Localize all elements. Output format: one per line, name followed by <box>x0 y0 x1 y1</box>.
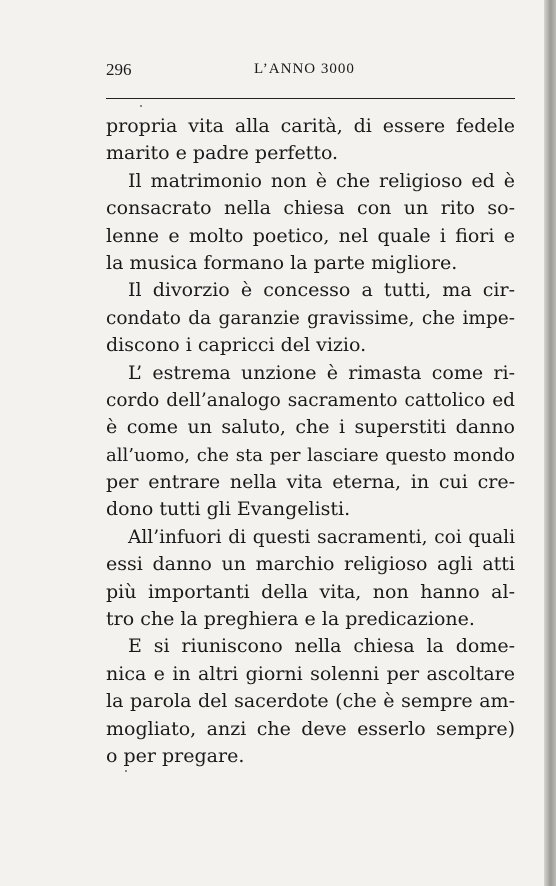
body-text <box>106 113 515 770</box>
text-line: All’infuori di questi sacramenti, coi quali <box>128 526 515 548</box>
text-line: Il matrimonio non è che religioso ed è <box>128 169 515 192</box>
text-line: propria vita alla carità, di essere fedele <box>106 115 515 137</box>
text-line: all’uomo, che sta per lasciare questo mondo <box>106 444 515 466</box>
text-line: L’ estrema unzione è rimasta come ri- <box>128 361 515 384</box>
text-line: condato da garanzie gravissime, che impe- <box>106 307 515 329</box>
text-line: consacrato nella chiesa con un rito so- <box>106 197 515 220</box>
header-rule <box>106 98 515 99</box>
paper-speck <box>125 770 127 772</box>
page-header <box>106 60 514 86</box>
text-line: la parola del sacerdote (che è sempre am- <box>106 690 515 713</box>
text-line: la musica formano la parte migliore. <box>106 251 458 274</box>
text-line: Il divorzio è concesso a tutti, ma cir- <box>128 279 515 302</box>
text-line: cordo dell’analogo sacramento cattolico ed <box>106 389 515 411</box>
text-line: tro che la preghiera e la predicazione. <box>106 608 475 631</box>
text-line: per entrare nella vita eterna, in cui cre- <box>106 471 515 494</box>
text-line: discono i capricci del vizio. <box>106 334 367 357</box>
text-line: mogliato, anzi che deve esserlo sempre) <box>106 717 515 740</box>
page-edge-shadow <box>544 0 556 886</box>
text-line: è come un saluto, che i superstiti danno <box>106 416 515 439</box>
page-number: 296 <box>106 60 132 79</box>
running-title: L’ANNO 3000 <box>254 61 355 77</box>
text-line: nica e in altri giorni solenni per ascoltare <box>106 662 515 685</box>
text-line: lenne e molto poetico, nel quale i fiori e <box>106 224 515 247</box>
text-line: dono tutti gli Evangelisti. <box>106 498 351 521</box>
text-line: E si riuniscono nella chiesa la dome- <box>128 635 515 658</box>
paper-speck <box>140 105 142 107</box>
text-line: o per pregare. <box>106 744 245 767</box>
text-line: più importanti della vita, non hanno al- <box>106 580 515 603</box>
text-line: marito e padre perfetto. <box>106 142 339 165</box>
text-line: essi danno un marchio religioso agli atti <box>106 553 515 576</box>
